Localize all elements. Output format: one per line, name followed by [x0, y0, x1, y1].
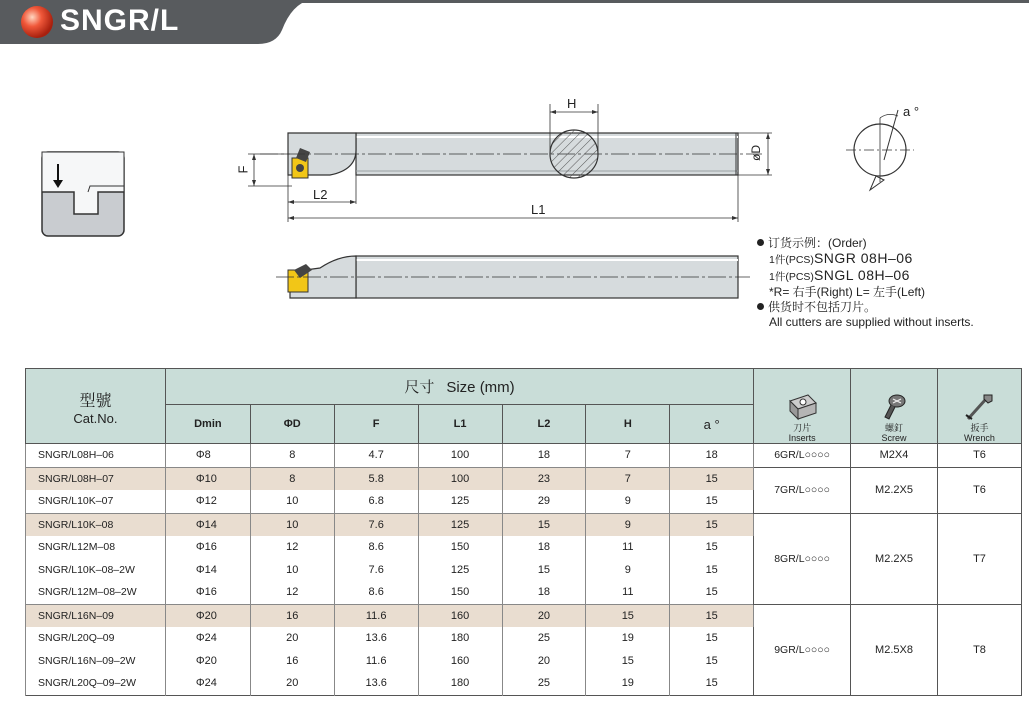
- insert-cell: 9GR/L○○○○: [754, 604, 851, 695]
- header-screw: 螺釘 Screw: [851, 369, 938, 444]
- col-a: a °: [670, 405, 754, 444]
- screw-cell: M2.2X5: [851, 513, 938, 604]
- bullet-icon: [757, 303, 764, 310]
- screw-cell: M2.5X8: [851, 604, 938, 695]
- wrench-cell: T6: [937, 444, 1021, 468]
- order-line2-code: SNGL 08H–06: [813, 267, 910, 283]
- table-row: SNGR/L20Q–09 Φ24 20 13.6 180 25 19 15: [26, 627, 1022, 650]
- order-heading: 订货示例：(Order): [768, 236, 867, 250]
- insert-cell: 8GR/L○○○○: [754, 513, 851, 604]
- insert-icon: [784, 391, 820, 421]
- table-row: SNGR/L20Q–09–2W Φ24 20 13.6 180 25 19 15: [26, 672, 1022, 695]
- col-h: H: [586, 405, 670, 444]
- order-hand-note: *R= 右手(Right) L= 左手(Left): [769, 285, 926, 299]
- col-l2: L2: [502, 405, 586, 444]
- spec-table: [25, 368, 1022, 696]
- order-line1-pcs: 1件(PCS): [769, 254, 814, 266]
- screw-cell: M2.2X5: [851, 467, 938, 513]
- wrench-cell: T8: [937, 604, 1021, 695]
- table-row: SNGR/L16N–09 Φ20 16 11.6 160 20 15 15 9GR/L○○○○ M2.5X8 T8: [26, 604, 1022, 627]
- order-line1-code: SNGR 08H–06: [813, 250, 913, 266]
- table-row: SNGR/L08H–06 Φ8 8 4.7 100 18 7 18 6GR/L○○○○ M2X4 T6: [26, 444, 1022, 468]
- table-row: SNGR/L10K–08–2W Φ14 10 7.6 125 15 9 15: [26, 559, 1022, 582]
- header-wrench: 扳手 Wrench: [937, 369, 1021, 444]
- col-f: F: [334, 405, 418, 444]
- order-note-en: All cutters are supplied without inserts.: [769, 315, 974, 329]
- page-title: SNGR/L: [60, 4, 180, 37]
- col-dmin: Dmin: [165, 405, 250, 444]
- dim-label-f: F: [235, 165, 251, 174]
- insert-cell: 6GR/L○○○○: [754, 444, 851, 468]
- wrench-icon: [962, 391, 996, 421]
- insert-schematic-icon: [42, 152, 124, 236]
- table-row: SNGR/L16N–09–2W Φ20 16 11.6 160 20 15 15: [26, 650, 1022, 673]
- bullet-icon: [757, 239, 764, 246]
- header-inserts: 刀片 Inserts: [754, 369, 851, 444]
- header-size: 尺寸 Size (mm): [165, 369, 753, 405]
- wrench-cell: T7: [937, 513, 1021, 604]
- table-row: SNGR/L12M–08–2W Φ16 12 8.6 150 18 11 15: [26, 581, 1022, 604]
- boring-bar-top-view: [248, 104, 772, 222]
- dim-label-l2: L2: [313, 187, 328, 202]
- table-row: SNGR/L12M–08 Φ16 12 8.6 150 18 11 15: [26, 536, 1022, 559]
- red-ball-icon: [21, 6, 53, 38]
- header-model: 型號 Cat.No.: [26, 369, 166, 444]
- table-row: SNGR/L10K–07 Φ12 10 6.8 125 29 9 15: [26, 490, 1022, 513]
- table-row: SNGR/L08H–07 Φ10 8 5.8 100 23 7 15 7GR/L○○○○ M2.2X5 T6: [26, 467, 1022, 490]
- wrench-cell: T6: [937, 467, 1021, 513]
- order-notes: [757, 236, 1017, 330]
- dim-label-a: a °: [903, 104, 920, 119]
- boring-bar-side-view: [276, 256, 750, 298]
- screw-cell: M2X4: [851, 444, 938, 468]
- dim-label-h: H: [567, 96, 577, 111]
- order-note-zh: 供货时不包括刀片。: [768, 300, 877, 314]
- order-line2-pcs: 1件(PCS): [769, 271, 814, 283]
- end-view-angle: [846, 110, 914, 190]
- dim-label-d: øD: [749, 145, 763, 161]
- table-row: SNGR/L10K–08 Φ14 10 7.6 125 15 9 15 8GR/L○○○○ M2.2X5 T7: [26, 513, 1022, 536]
- col-d: ΦD: [250, 405, 334, 444]
- screw-icon: [879, 391, 909, 421]
- insert-cell: 7GR/L○○○○: [754, 467, 851, 513]
- col-l1: L1: [418, 405, 502, 444]
- dim-label-l1: L1: [531, 202, 546, 217]
